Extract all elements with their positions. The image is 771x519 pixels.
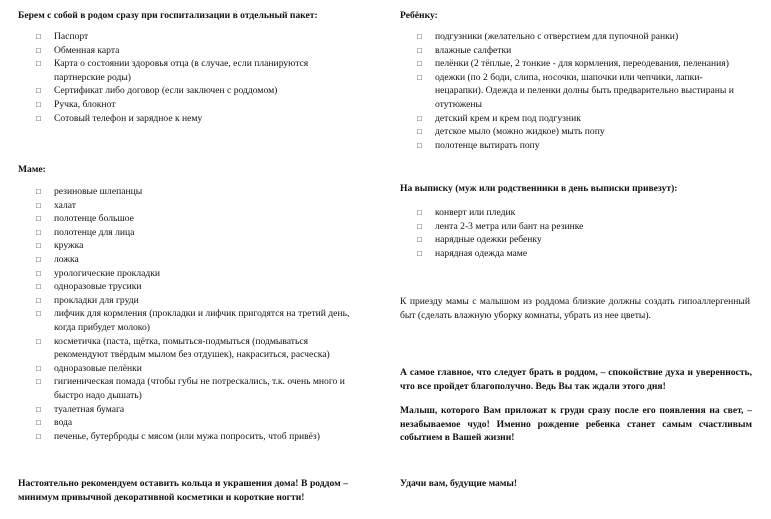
checklist-item: □ косметичка (паста, щётка, помыться-подмыться (подмываться рекомендуют твёрдым мылом без отдушек), накраситься, расческа): [36, 335, 358, 362]
discharge-heading: На выписку (муж или родственники в день выписки привезут):: [400, 183, 678, 194]
checklist-item: □ полотенце вытирать попу: [417, 139, 749, 153]
checklist-item: □ урологические прокладки: [36, 267, 358, 281]
checklist-item: □ детский крем и крем под подгузник: [417, 112, 749, 126]
checklist-item: □ детское мыло (можно жидкое) мыть попу: [417, 125, 749, 139]
checklist-item: □ Карта о состоянии здоровья отца (в случае, если планируются партнерские роды): [36, 57, 341, 84]
arrival-note: К приезду мамы с малышом из роддома близкие должны создать гипоаллергенный быт (сделать влажную уборку комнаты, убрать из нее цветы).: [400, 296, 750, 321]
checklist-item: □ подгузники (желательно с отверстием для пупочной ранки): [417, 30, 749, 44]
checklist-item: □ туалетная бумага: [36, 403, 358, 417]
checklist-item: □ нарядные одежки ребенку: [417, 233, 747, 247]
checklist-item: □ резиновые шлепанцы: [36, 185, 358, 199]
checklist-item: □ Ручка, блокнот: [36, 98, 341, 112]
good-luck-note: Удачи вам, будущие мамы!: [400, 478, 518, 489]
checklist-item: □ Паспорт: [36, 30, 341, 44]
discharge-list: [417, 206, 747, 260]
mom-heading: Маме:: [18, 164, 46, 175]
checklist-item: □ Сотовый телефон и зарядное к нему: [36, 112, 341, 126]
jewelry-note: Настоятельно рекомендуем оставить кольца и украшения дома! В роддом – минимум привычной декоративной косметики и короткие ногти!: [18, 478, 348, 503]
checklist-item: □ прокладки для груди: [36, 294, 358, 308]
checklist-item: □ одноразовые трусики: [36, 280, 358, 294]
checklist-item: □ одноразовые пелёнки: [36, 362, 358, 376]
checklist-item: □ гигиеническая помада (чтобы губы не потрескались, т.к. очень много и быстро надо дышать): [36, 375, 358, 402]
checklist-item: □ печенье, бутерброды с мясом (или мужа попросить, чтоб привёз): [36, 430, 358, 444]
baby-list: [417, 30, 749, 152]
baby-miracle-note: Малыш, которого Вам приложат к груди сразу после его появления на свет, – незабываемое чудо! Именно рождение ребенка станет самым счастливым событием в Вашей жизни!: [400, 405, 752, 444]
checklist-item: □ лента 2-3 метра или бант на резинке: [417, 220, 747, 234]
checklist-item: □ вода: [36, 416, 358, 430]
baby-heading: Ребёнку:: [400, 10, 438, 21]
mom-list: [36, 185, 358, 443]
hospital-bag-list: [36, 30, 341, 125]
checklist-item: □ ложка: [36, 253, 358, 267]
checklist-item: □ нарядная одежда маме: [417, 247, 747, 261]
main-thing-note: А самое главное, что следует брать в роддом, – спокойствие духа и уверенность, что все пройдет благополучно. Ведь Вы так ждали этого дня!: [400, 367, 752, 392]
hospital-bag-heading: Берем с собой в родом сразу при госпитализации в отдельный пакет:: [18, 10, 318, 21]
checklist-item: □ кружка: [36, 239, 358, 253]
checklist-item: □ лифчик для кормления (прокладки и лифчик пригодятся на третий день, когда прибудет молоко): [36, 307, 358, 334]
checklist-item: □ Обменная карта: [36, 44, 341, 58]
checklist-item: □ конверт или пледик: [417, 206, 747, 220]
checklist-item: □ пелёнки (2 тёплые, 2 тонкие - для кормления, переодевания, пеленания): [417, 57, 749, 71]
checklist-item: □ влажные салфетки: [417, 44, 749, 58]
checklist-item: □ Сертификат либо договор (если заключен с роддомом): [36, 84, 341, 98]
checklist-item: □ одежки (по 2 боди, слипа, носочки, шапочки или чепчики, лапки-нецарапки). Одежда и пеленки долны быть предварительно выстираны и отутюжены: [417, 71, 749, 112]
checklist-item: □ халат: [36, 199, 358, 213]
checklist-item: □ полотенце большое: [36, 212, 358, 226]
checklist-item: □ полотенце для лица: [36, 226, 358, 240]
